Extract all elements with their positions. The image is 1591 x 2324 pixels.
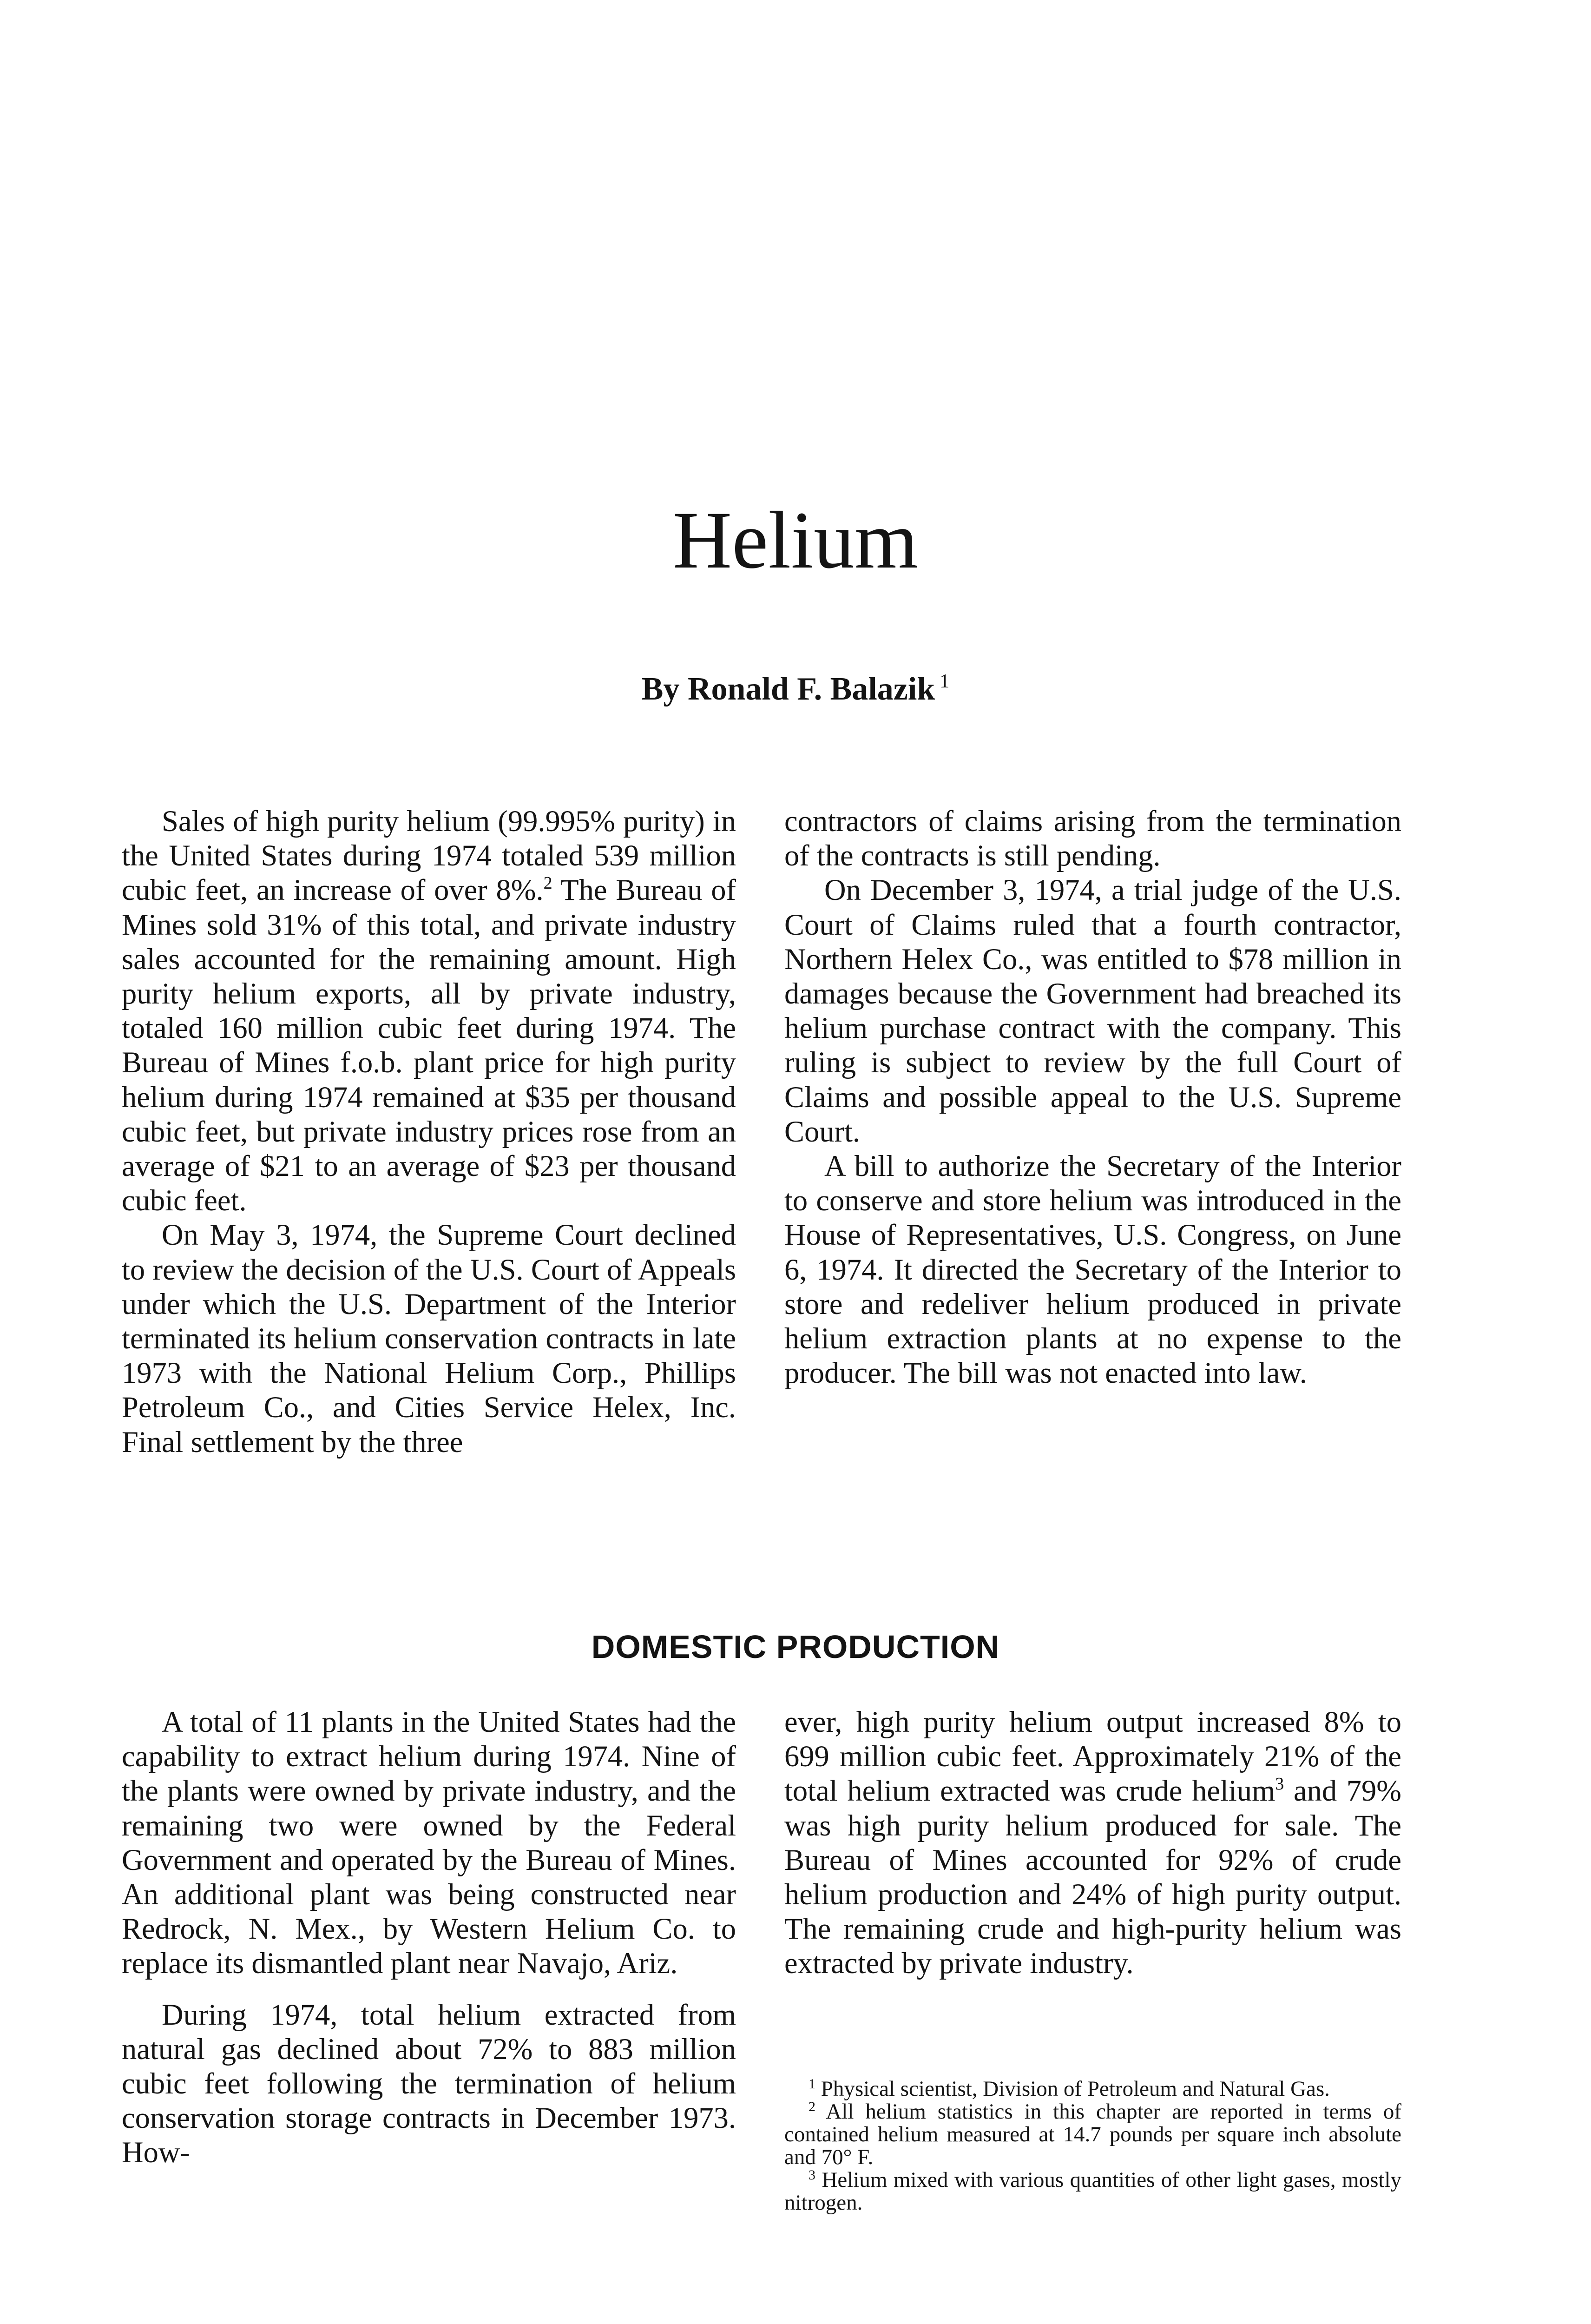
- footnote: $^3$ Helium mixed with various quantities of other light gases, mostly nitrogen.: [784, 2167, 1402, 2215]
- chapter-title: Helium: [673, 495, 918, 586]
- paragraph: On May 3, 1974, the Supreme Court declined to review the decision of the U.S. Court of Appeals under which the U.S. Department of the Interior terminated its helium conservation contracts in late 1973 with the National Helium Corp., Phillips Petroleum Co., and Cities Service Helex, Inc. Final settlement by the three: [122, 1218, 736, 1459]
- paragraph: contractors of claims arising from the termination of the contracts is still pending.: [784, 805, 1401, 872]
- paragraph: Sales of high purity helium (99.995% purity) in the United States during 1974 totaled 539 million cubic feet, an increase of over 8%.$^2$ The Bureau of Mines sold 31% of this total, and private industry sales accounted for the remaining amount. High purity helium exports, all by private industry, totaled 160 million cubic feet during 1974. The Bureau of Mines f.o.b. plant price for high purity helium during 1974 remained at $35 per thousand cubic feet, but private industry prices rose from an average of $21 to an average of $23 per thousand cubic feet.: [122, 805, 736, 1217]
- paragraph: During 1974, total helium extracted from natural gas declined about 72% to 883 million cubic feet following the termination of helium conservation storage contracts in December 1973. How-: [122, 1998, 736, 2169]
- paragraph: On December 3, 1974, a trial judge of the U.S. Court of Claims ruled that a fourth contractor, Northern Helex Co., was entitled to $78 million in damages because the Government had breached its helium purchase contract with the company. This ruling is subject to review by the full Court of Claims and possible appeal to the U.S. Supreme Court.: [784, 873, 1401, 1148]
- footnote: $^2$ All helium statistics in this chapter are reported in terms of contained helium measured at 14.7 pounds per square inch absolute and 70° F.: [784, 2099, 1401, 2169]
- intro-column-right: [784, 804, 1401, 1390]
- author-name: By Ronald F. Balazik: [641, 671, 935, 707]
- footnote: $^1$ Physical scientist, Division of Petroleum and Natural Gas.: [809, 2076, 1330, 2101]
- production-column-right: [784, 1705, 1401, 1981]
- footnotes: [784, 2078, 1401, 2214]
- footnote-ref: 1: [940, 671, 950, 692]
- section-heading: DOMESTIC PRODUCTION: [591, 1629, 1000, 1665]
- intro-column-left: [122, 804, 736, 1459]
- paragraph: A total of 11 plants in the United States had the capability to extract helium during 1974. Nine of the plants were owned by private industry, and the remaining two were owned by the Federal Government and operated by the Bureau of Mines. An additional plant was being constructed near Redrock, N. Mex., by Western Helium Co. to replace its dismantled plant near Navajo, Ariz.: [122, 1705, 736, 1980]
- paragraph: ever, high purity helium output increased 8% to 699 million cubic feet. Approximately 21% of the total helium extracted was crude helium$^3$ and 79% was high purity helium produced for sale. The Bureau of Mines accounted for 92% of crude helium production and 24% of high purity output. The remaining crude and high-purity helium was extracted by private industry.: [784, 1705, 1402, 1980]
- paragraph: A bill to authorize the Secretary of the Interior to conserve and store helium was introduced in the House of Representatives, U.S. Congress, on June 6, 1974. It directed the Secretary of the Interior to store and redeliver helium produced in private helium extraction plants at no expense to the producer. The bill was not enacted into law.: [784, 1149, 1401, 1390]
- footnote-ref: 3: [1275, 1774, 1284, 1794]
- byline: [0, 672, 1591, 706]
- footnote-ref: 2: [543, 873, 552, 893]
- production-column-left: [122, 1705, 736, 2170]
